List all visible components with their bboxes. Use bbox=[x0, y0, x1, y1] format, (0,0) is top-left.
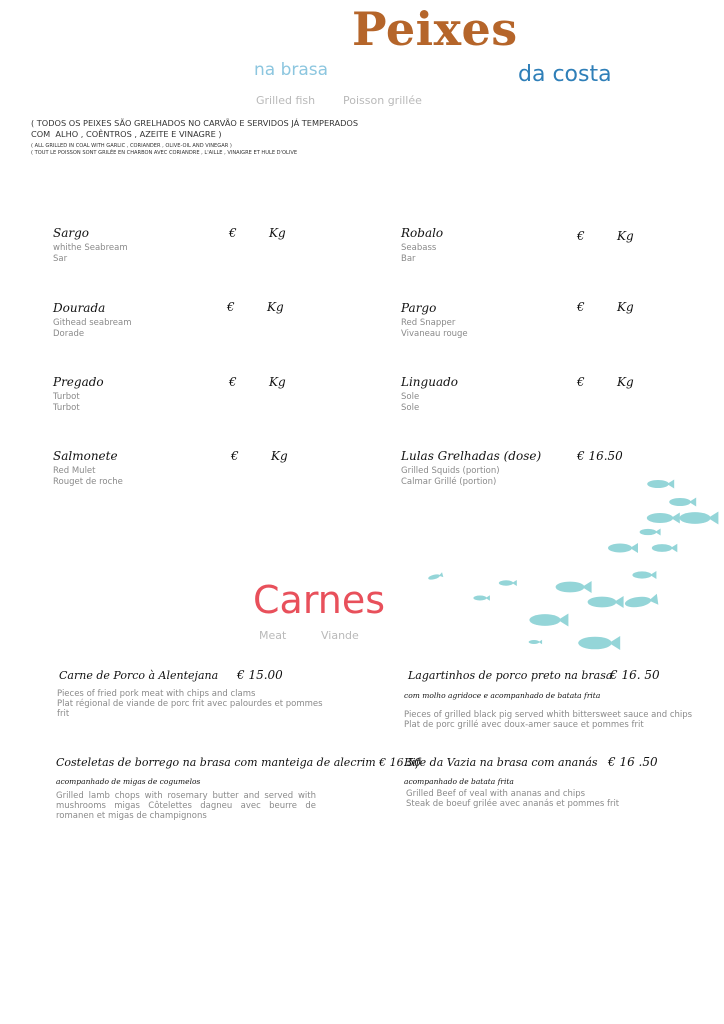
unit-dourada: Kg bbox=[267, 300, 284, 314]
fish-icon bbox=[529, 614, 568, 627]
fish-icon bbox=[588, 596, 624, 608]
fish-icon bbox=[640, 529, 661, 536]
meat-name-porco-alentejana: Carne de Porco à Alentejana bbox=[59, 669, 219, 682]
unit-pargo: Kg bbox=[617, 300, 634, 314]
fish-icon bbox=[608, 543, 638, 553]
fish-name-sargo: Sargo bbox=[53, 226, 90, 240]
fish-fr-dourada: Dorade bbox=[53, 329, 85, 339]
euro-robalo: € bbox=[577, 229, 585, 243]
unit-sargo: Kg bbox=[269, 226, 286, 240]
fish-en-salmonete: Red Mulet bbox=[53, 466, 96, 476]
meat-desc-costeletas-borrego: Grilled lamb chops with rosemary butter and served with mushrooms migas Côtelettes dagneu avec beurre de romanen et migas de champignons bbox=[56, 791, 316, 821]
price-porco-alentejana: € 15.00 bbox=[237, 668, 283, 682]
fish-name-pregado: Pregado bbox=[53, 375, 104, 389]
fish-icon bbox=[473, 595, 490, 601]
meat-sub-costeletas-borrego: acompanhado de migas de cogumelos bbox=[56, 777, 201, 786]
fish-icon bbox=[624, 594, 658, 609]
unit-robalo: Kg bbox=[617, 229, 634, 243]
fish-fr-pargo: Vivaneau rouge bbox=[401, 329, 468, 339]
price-bife-vazia: € 16 .50 bbox=[608, 755, 658, 769]
meat-desc-bife-vazia: Grilled Beef of veal with ananas and chips Steak de boeuf grilée avec ananás et pommes frit bbox=[406, 789, 620, 809]
price-lulas: € 16.50 bbox=[577, 449, 623, 463]
fish-icon bbox=[647, 480, 674, 489]
fish-icon bbox=[556, 581, 592, 593]
fish-icon bbox=[652, 544, 678, 553]
subtitle-da-costa: da costa bbox=[518, 62, 612, 87]
fish-name-robalo: Robalo bbox=[401, 226, 444, 240]
fish-en-robalo: Seabass bbox=[401, 243, 437, 253]
fish-name-lulas: Lulas Grelhadas (dose) bbox=[401, 449, 542, 463]
meat-sub-bife-vazia: acompanhado de batata frita bbox=[404, 777, 514, 786]
fish-icon bbox=[578, 636, 620, 650]
meat-sub-lagartinhos: com molho agridoce e acompanhado de batata frita bbox=[404, 691, 601, 700]
fish-fr-salmonete: Rouget de roche bbox=[53, 477, 123, 487]
fish-en-dourada: Githead seabream bbox=[53, 318, 132, 328]
fish-fr-robalo: Bar bbox=[401, 254, 416, 264]
fish-en-pargo: Red Snapper bbox=[401, 318, 456, 328]
meat-desc-porco-alentejana: Pieces of fried pork meat with chips and clams Plat régional de viande de porc frit avec palourdes et pommes frit bbox=[57, 689, 323, 719]
meat-desc-lagartinhos: Pieces of grilled black pig served whith bittersweet sauce and chips Plat de porc grillé avec doux-amer sauce et pommes frit bbox=[404, 710, 693, 730]
fish-name-salmonete: Salmonete bbox=[53, 449, 118, 463]
fish-icon bbox=[679, 512, 718, 525]
fish-fr-sargo: Sar bbox=[53, 254, 68, 264]
fish-en-lulas: Grilled Squids (portion) bbox=[401, 466, 500, 476]
fish-name-dourada: Dourada bbox=[53, 301, 106, 315]
subtitle-poisson-grillee: Poisson grillée bbox=[343, 94, 422, 107]
meat-name-costeletas-borrego: Costeletas de borrego na brasa com manteiga de alecrim € 16.50 bbox=[56, 756, 422, 769]
intro-text-en-fr: ( ALL GRILLED IN COAL WITH GARLIC , CORIANDER , OLIVE-OIL AND VINEGAR ) ( TOUT LE POISSON SONT GRILÉE EN CHARBON AVEC CORIANDRE , L'AILLE , VINAIGRE ET HULE D'OLIVE bbox=[31, 143, 298, 156]
fish-en-pregado: Turbot bbox=[53, 392, 80, 402]
fish-fr-lulas: Calmar Grillé (portion) bbox=[401, 477, 497, 487]
fish-school-decoration bbox=[420, 470, 720, 655]
fish-icon bbox=[632, 571, 656, 579]
page-title-peixes: Peixes bbox=[352, 2, 518, 56]
subtitle-meat: Meat bbox=[259, 629, 287, 642]
unit-linguado: Kg bbox=[617, 375, 634, 389]
euro-sargo: € bbox=[229, 226, 237, 240]
euro-pargo: € bbox=[577, 300, 585, 314]
fish-fr-pregado: Turbot bbox=[53, 403, 80, 413]
fish-fr-linguado: Sole bbox=[401, 403, 420, 413]
fish-name-pargo: Pargo bbox=[401, 301, 437, 315]
fish-icon bbox=[647, 513, 680, 524]
meat-name-bife-vazia: Bife da Vazia na brasa com ananás bbox=[404, 756, 598, 769]
section-title-carnes: Carnes bbox=[253, 578, 386, 622]
subtitle-na-brasa: na brasa bbox=[254, 60, 329, 80]
fish-icon bbox=[529, 640, 543, 645]
intro-text-pt: ( TODOS OS PEIXES SÃO GRELHADOS NO CARVÃO E SERVIDOS JÁ TEMPERADOS COM ALHO , COÊNTROS , AZEITE E VINAGRE ) bbox=[31, 118, 359, 139]
euro-pregado: € bbox=[229, 375, 237, 389]
price-lagartinhos: € 16. 50 bbox=[610, 668, 660, 682]
euro-salmonete: € bbox=[231, 449, 239, 463]
fish-name-linguado: Linguado bbox=[401, 375, 459, 389]
unit-pregado: Kg bbox=[269, 375, 286, 389]
fish-icon bbox=[669, 498, 696, 507]
euro-linguado: € bbox=[577, 375, 585, 389]
euro-dourada: € bbox=[227, 300, 235, 314]
unit-salmonete: Kg bbox=[271, 449, 288, 463]
subtitle-grilled-fish: Grilled fish bbox=[256, 94, 316, 107]
fish-icon bbox=[499, 580, 517, 586]
fish-en-linguado: Sole bbox=[401, 392, 420, 402]
fish-icon bbox=[428, 572, 444, 581]
meat-name-lagartinhos: Lagartinhos de porco preto na brasa bbox=[408, 669, 613, 682]
fish-en-sargo: whithe Seabream bbox=[53, 243, 128, 253]
subtitle-viande: Viande bbox=[321, 629, 359, 642]
